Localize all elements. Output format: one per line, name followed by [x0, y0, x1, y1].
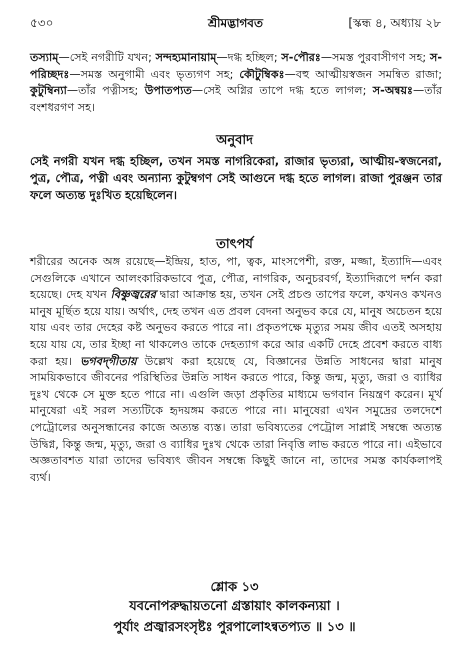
translation-heading: অনুবাদ: [216, 133, 253, 148]
gloss-meaning: —সেই অগ্নির তাপে দগ্ধ হতে লাগল;: [191, 84, 373, 98]
gloss-word: উপাতপ্যত: [144, 84, 192, 98]
purport-text: [30, 254, 442, 486]
purport-segment: দ্বারা আক্রান্ত হয়, তখন সেই প্রচণ্ড তাপের ফলে, কখনও কখনও মানুষ মূর্ছিত হয়ে যায়। অর্থাৎ, দেহ তখন এত প্রবল বেদনা অনুভব করে যে, মানুষ অচেতন হয়ে যায় এবং তার দেহের কষ্ট অনুভব করতে পারে না। প্রকৃতপক্ষে মৃত্যুর সময় জীব এতই অসহায় হয়ে যায় যে, তার ইচ্ছা না থাকলেও তাকে দেহত্যাগ করে আর একটি দেহে প্রবেশ করতে বাধ্য করা হয়।: [30, 288, 442, 368]
scripture-reference: বিষ্ণুজ্বরের: [110, 288, 156, 302]
gloss-meaning: —সমস্ত অনুগামী এবং ভৃত্যগণ সহ;: [69, 67, 240, 81]
translation-text: সেই নগরী যখন দগ্ধ হচ্ছিল, তখন সমস্ত নাগরিকেরা, রাজার ভৃত্যরা, আত্মীয়-স্বজনেরা, পুত্র, পৌত্র, পত্নী এবং অন্যান্য কুটুম্বগণ সেই আগুনে দগ্ধ হতে লাগল। রাজা পুরঞ্জন তার ফলে অত্যন্ত দুঃখিত হয়েছিলেন।: [30, 154, 442, 202]
purport-segment: উল্লেখ করা হয়েছে যে, বিজ্ঞানের উন্নতি সাধনের দ্বারা মানুষ সাময়িকভাবে জীবনের পরিস্থিতির উন্নতি সাধন করতে পারে, কিন্তু জন্ম, মৃত্যু, জরা ও ব্যাধির দুঃখ থেকে সে মুক্ত হতে পারে না। এগুলি জড়া প্রকৃতির মাধ্যমে ভগবান নিয়ন্ত্রণ করেন। মূর্খ মানুষেরা এই সরল সত্যটিকে হৃদয়ঙ্গম করতে পারে না। মানুষেরা এখন সমুদ্রের তলদেশে পেট্রোলের অনুসন্ধানের কাজে অত্যন্ত ব্যস্ত। তারা ভবিষ্যতের পেট্রোল সাপ্লাই সম্বন্ধে অত্যন্ত উদ্বিগ্ন, কিন্তু জন্ম, মৃত্যু, জরা ও ব্যাধির দুঃখ থেকে তারা নিবৃত্তি লাভ করতে পারে না। এইভাবে অজ্ঞতাবশত যারা তাদের ভবিষ্যৎ জীবন সম্বন্ধে কিছুই জানে না, তাদের সমস্ত কার্যকলাপই ব্যর্থ।: [30, 354, 442, 484]
gloss-meaning: —তাঁর বংশধরগণ সহ।: [30, 84, 442, 114]
gloss-word: কৌটুম্বিকঃ: [239, 67, 285, 81]
gloss-word: স-অন্বয়ঃ: [372, 84, 414, 98]
purport-heading: তাৎপর্য: [216, 237, 253, 252]
verse-line-2: পুর্যাং প্রজ্বারসংসৃষ্টঃ পুরপালোঽন্বতপ্যত ॥ ১৩ ॥: [113, 620, 356, 635]
book-title: শ্রীমদ্ভাগবত: [207, 16, 263, 30]
gloss-word: কুটুম্বিন্যা: [30, 84, 67, 98]
purport-segment: শরীরের অনেক অঙ্গ রয়েছে—ইন্দ্রিয়, হাত, পা, ত্বক, মাংসপেশী, রক্ত, মজ্জা, ইত্যাদি—এবং সেগুলিকে এখানে আলংকারিকভাবে পুত্র, পৌত্র, নাগরিক, অনুচরবর্গ, ইত্যাদিরূপে দর্শন করা হয়েছে। দেহ যখন: [30, 255, 442, 302]
section-reference: [স্কন্ধ ৪, অধ্যায় ২৮: [348, 16, 441, 30]
gloss-word: তস্যাম্: [30, 51, 59, 64]
gloss-meaning: —তাঁর পত্নীসহ;: [66, 84, 145, 98]
gloss-word: সন্দহ্যমানায়াম্: [155, 51, 217, 64]
gloss-meaning: —বহু আত্মীয়স্বজন সমন্বিত রাজা;: [284, 67, 442, 81]
gloss-word: স-পৌরঃ: [281, 51, 321, 64]
gloss-meaning: —সেই নগরীটি যখন;: [58, 51, 156, 64]
scripture-reference: ভগবদ্‌গীতায়: [80, 354, 137, 368]
gloss-meaning: —সমস্ত পুরবাসীগণ সহ;: [320, 51, 430, 64]
gloss-meaning: —দগ্ধ হচ্ছিল;: [216, 51, 282, 64]
page-header: [30, 15, 441, 33]
verse-line-1: যবনোপরুদ্ধায়তনো গ্রস্তায়াং কালকন্যয়া ।: [129, 599, 340, 614]
page-number: ৫৩০: [30, 16, 54, 30]
word-for-word-gloss: [30, 50, 442, 116]
verse-title: শ্লোক ১৩: [210, 580, 259, 595]
gloss-word: স-পরিচ্ছদঃ: [30, 51, 442, 81]
